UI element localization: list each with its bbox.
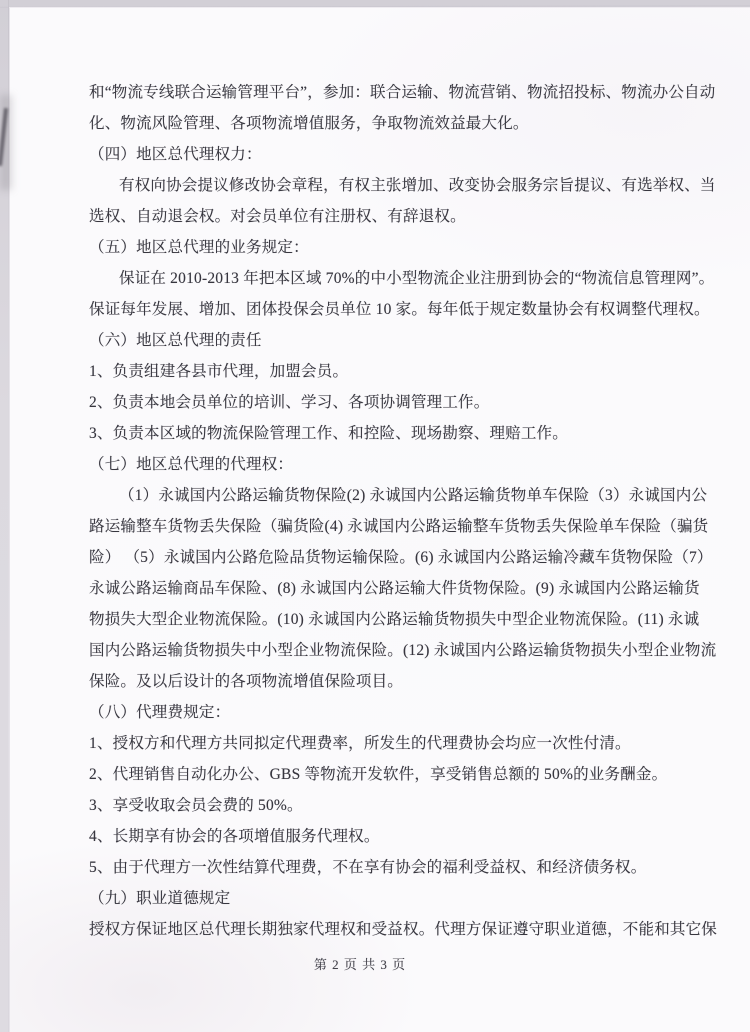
list-item: 3、享受收取会员会费的 50%。 — [89, 797, 303, 814]
text-line: 和“物流专线联合运输管理平台”，参加：联合运输、物流营销、物流招投标、物流办公自动 — [89, 84, 716, 101]
list-item: 2、代理销售自动化办公、GBS 等物流开发软件，享受销售总额的 50%的业务酬金。 — [89, 766, 668, 783]
text-line: 授权方保证地区总代理长期独家代理权和受益权。代理方保证遵守职业道德，不能和其它保 — [89, 921, 718, 938]
text-line: 保证在 2010-2013 年把本区域 70%的中小型物流企业注册到协会的“物流信息管理网”。 — [119, 270, 715, 287]
list-item: 5、由于代理方一次性结算代理费，不在享有协会的福利受益权、和经济债务权。 — [89, 859, 647, 876]
list-item: 4、长期享有协会的各项增值服务代理权。 — [89, 828, 380, 845]
text-line: 选权、自动退会权。对会员单位有注册权、有辞退权。 — [89, 208, 466, 225]
text-line: 险） （5）永诚国内公路危险品货物运输保险。(6) 永诚国内公路运输冷藏车货物保险（7） — [89, 549, 713, 566]
list-item: 3、负责本区域的物流保险管理工作、和控险、现场勘察、理赔工作。 — [89, 425, 568, 442]
section-heading: （五）地区总代理的业务规定： — [89, 239, 309, 256]
paper-sheet — [9, 7, 750, 1032]
text-line: 路运输整车货物丢失保险（骗货险(4) 永诚国内公路运输整车货物丢失保险单车保险（骗货 — [89, 518, 709, 535]
section-heading: （四）地区总代理权力： — [89, 146, 262, 163]
text-line: 物损失大型企业物流保险。(10) 永诚国内公路运输货物损失中型企业物流保险。(11) 永诚 — [89, 611, 700, 628]
text-line: 保险。及以后设计的各项物流增值保险项目。 — [89, 673, 404, 690]
page-number-footer: 第 2 页 共 3 页 — [313, 957, 407, 972]
text-line: 有权向协会提议修改协会章程，有权主张增加、改变协会服务宗旨提议、有选举权、当 — [119, 177, 716, 194]
text-line: （1）永诚国内公路运输货物保险(2) 永诚国内公路运输货物单车保险（3）永诚国内公 — [119, 487, 708, 504]
list-item: 1、负责组建各县市代理，加盟会员。 — [89, 363, 349, 380]
section-heading: （九）职业道德规定 — [89, 890, 231, 907]
section-heading: （八）代理费规定： — [89, 704, 231, 721]
text-line: 保证每年发展、增加、团体投保会员单位 10 家。每年低于规定数量协会有权调整代理权。 — [89, 301, 710, 318]
section-heading: （六）地区总代理的责任 — [89, 332, 262, 349]
text-line: 化、物流风险管理、各项物流增值服务，争取物流效益最大化。 — [89, 115, 529, 132]
section-heading: （七）地区总代理的代理权： — [89, 456, 294, 473]
list-item: 2、负责本地会员单位的培训、学习、各项协调管理工作。 — [89, 394, 490, 411]
text-line: 国内公路运输货物损失中小型企业物流保险。(12) 永诚国内公路运输货物损失小型企业物流 — [89, 642, 717, 659]
document-body — [89, 77, 729, 945]
list-item: 1、授权方和代理方共同拟定代理费率，所发生的代理费协会均应一次性付清。 — [89, 735, 631, 752]
text-line: 永诚公路运输商品车保险、(8) 永诚国内公路运输大件货物保险。(9) 永诚国内公路运输货 — [89, 580, 700, 597]
